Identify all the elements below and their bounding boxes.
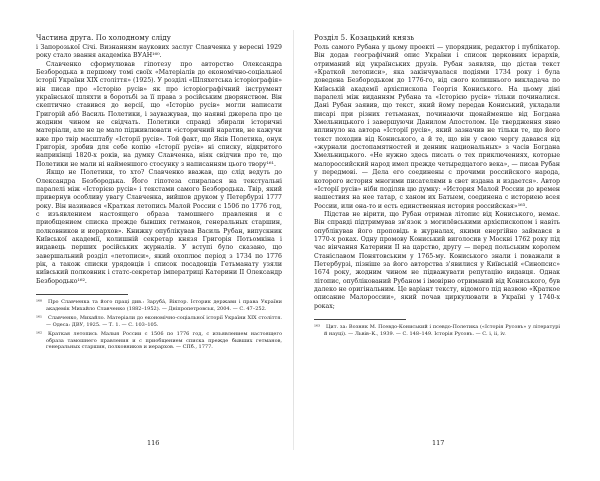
page-gutter — [293, 30, 294, 450]
left-body-text — [36, 44, 282, 286]
footnote-divider — [314, 319, 406, 320]
paragraph: Славченко сформулював гіпотезу про авторство Олександра Безбородька в першому томі своїх «Матеріалів до економічно-соціальної історії України XIX століття» (1925). У розділі «Шляхетська історіографія» він писав про «Історію русів» як про історіографічний інструмент української шляхти в боротьбі за її права з російським дворянством. Він скептично ставився до версії, що «Історію русів» могли написати Григорій абó Василь Полетики, і зауважував, що наявні джерела про це жодним чином не свідчать. Полетики справді збирали історичні матеріали, але не це мало підживлювати «історичний наратив, не кажучи вже про твір масштабу «Історії русів». Той факт, що Яків Полетика, онук Григорія, зробив для себе копію «Історії русів» ні списку, відкритого наприкінці 1820-х років, на думку Славченка, ніяк свідчив про те, що Полетики не мали ні найменшого стосунку з написанням цього твору¹⁶¹. — [36, 60, 282, 168]
footnote-text: Краткая летопись Малыя России с 1506 по 1776 год, с изъявлением настоящего образа тамошнего правления и с приобщением списка прежде бывших гетманов, генеральных старшин, полковников и иерархов. — СПб., 1777. — [46, 330, 282, 351]
footnote-number: ¹⁶³ — [314, 324, 321, 330]
left-page — [0, 0, 290, 481]
footnote — [314, 324, 560, 338]
footnote-text: Про Славченка та його праці див.: Зарубá, Віктор. Історик держави і права України академік Михайло Славченко (1882–1952). — Дніпропетровськ, 2004. — С. 47–252. — [46, 298, 282, 312]
footnote-text: Цит. за: Возняк М. Псевдо-Кониський і псевдо-Полетика («Історія Русовъ» у літературі й науці). — Львів–К., 1939. — С. 148–149. Історія Русовъ. — С. і, іі, iv. — [324, 324, 560, 337]
left-footnotes — [36, 299, 282, 351]
right-body-text — [314, 44, 560, 311]
right-page-number: 117 — [432, 439, 445, 447]
left-running-head: Частина друга. По холодному сліду — [36, 34, 171, 42]
paragraph: Роль самого Рубана у цьому проекті — упорядник, редактор і публікатор. Він додав географічний опис України і список церковних ієрархів, отриманий від українських друзів. Рубан заявляв, що дістав текст «Краткой летописи», яка закінчувалася подіями 1734 року і була доведена Безбородьком до 1776-го, від свого колишнього викладача по Київській академії архієпископа Георгія Кониського. На цьому діні паралелі між виданням Рубана та «Історією русів» тільки починалися. Дані Рубан заявив, що текст, який йому передав Кониський, укладали писарі при різних гетьманах, починаючи щонайменше від Богдана Хмельницького і завершуючи Данилом Апостолом. Це твердження явно вплинуло на автора «Історії русів», який зазначив не тільки те, що його текст походив від Кониського, а й те, що він у свою чергу давався від «журнали достопамятностей и денник национальных» з часів Богдана Хмельницького. «Не нужно здесь писать о тех приключениях, которые малороссийский народ имел прежде четыредцатого века», — писав Рубан у передмові. — Дела его соединены с прочими российского народа, которого история многими писателями в свет издана и издается». Автор «Історії русів» ніби поділяв цю думку: «История Малой России до времен нашествия на нее татар, с ханом их Батыем, соединена с историею всея России, или она-то и есть единственная история российская»¹⁶³. — [314, 44, 560, 210]
right-footnotes — [314, 324, 560, 338]
footnote — [36, 299, 282, 313]
paragraph: Якщо не Полетики, то хто? Славченко вважав, що слід ведуть до Олександра Безбородька. Його гіпотеза спиралася на текстуальні паралелі між «Історією русів» і текстами самого Безбородька. Твір, який привернув особливу увагу Славченка, вийшов друком у Петербурзі 1777 року. Він називався «Краткая летопись Малой России с 1506 по 1776 год, с изъявлением настоящего образа тамошнего правления и с приобщением списка прежде бывших гетманов, генеральных старшин, полковников и иерархов». Книжку опублікував Василь Рубан, випускник Київської академії, колишній секретар князя Григорія Потьомкіна і видавець перших російських журналів. У вступі було сказано, що завершальний розділ «летописи», який охоплює період з 1734 по 1776 рік, а також списки урядовців і список посадовців Гетьманату узяли київський полковник і статс-секретар імператриці Катерини II Олександр Безбородько¹⁶². — [36, 169, 282, 285]
left-page-number: 116 — [147, 439, 160, 447]
right-page — [300, 0, 590, 481]
footnote-number: ¹⁶¹ — [36, 314, 43, 321]
footnote-number: ¹⁶² — [36, 330, 43, 337]
right-running-head: Розділ 5. Козацький князь — [314, 34, 415, 42]
paragraph: Підстав не вірити, що Рубан отримав літопис від Кониського, немає. Він справді підтримував зв'язок з могилёвськими архієпископом і навіть опублікував його проповідь в журналах, якими енергійно займався в 1770-х роках. Одну промову Кониський виголосив у Москві 1762 року під час вінчання Катерини II на царство, другу — перед польським королем Станіславом Понятовським у 1765-му. Кониського знали і поважали в Петербурзі, пізніше за його авторства з'явилися у Київській «Синопсис» 1674 року, жодним чином не підважувати репутацію видавця. Однак літопис, опублікований Рубаном і імовірно отриманий від Кониського, був далеко не оригінальним. Це варіант тексту, відомого під назвою «Краткое описание Малороссии», який почав циркулювати в Україні у 1740-х роках; — [314, 210, 560, 310]
footnote — [36, 331, 282, 352]
footnote — [36, 315, 282, 329]
footnote-number: ¹⁶⁰ — [36, 298, 43, 305]
footnote-text: Славченко, Михайло. Матеріали до економічно-соціальної історії України XIX століття. — Одеса: ДВУ, 1925. — Т. 1. — С. 103–105. — [46, 314, 282, 328]
footnote-divider — [36, 294, 128, 295]
paragraph: і Запорозької Січі. Визнанням наукових заслуг Славченка у вересні 1929 року стало звання академіка ВУАН¹⁶⁰. — [36, 44, 282, 60]
